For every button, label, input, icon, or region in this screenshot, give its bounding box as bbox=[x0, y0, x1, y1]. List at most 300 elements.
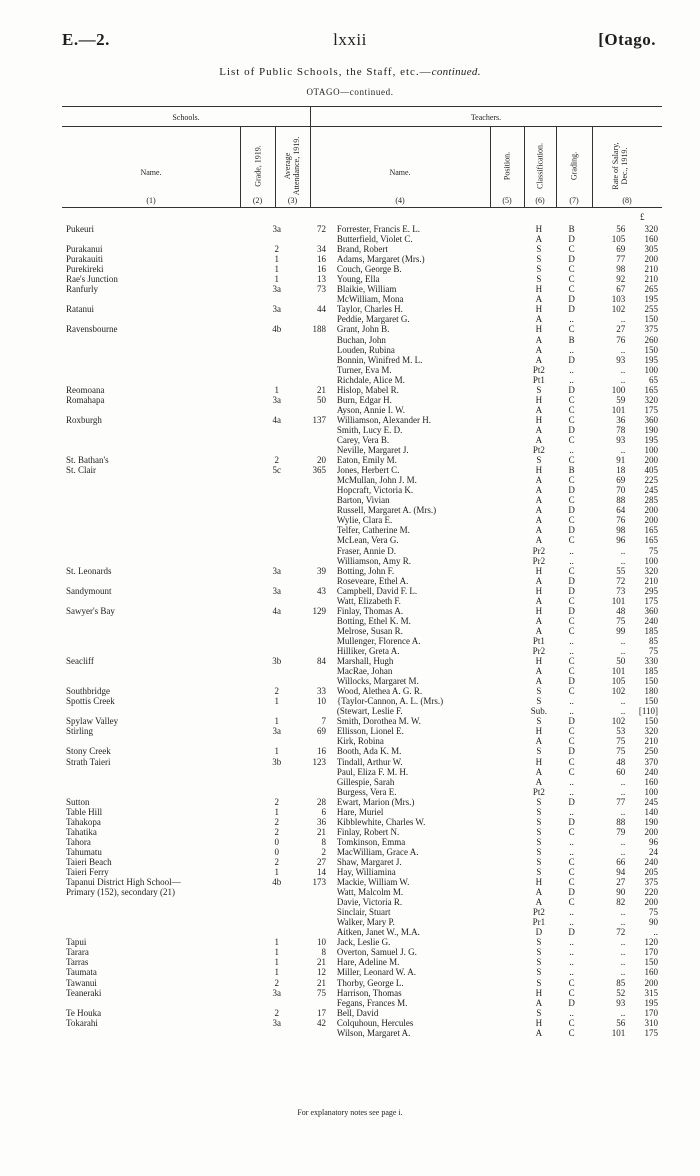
cell-teacher: Davie, Victoria R. bbox=[336, 897, 403, 908]
cell-gap bbox=[326, 817, 337, 827]
cell-grd: 77 bbox=[616, 254, 626, 265]
cell-grd: 88 bbox=[616, 495, 626, 506]
cell-grd: 72 bbox=[616, 927, 626, 938]
cell-att bbox=[295, 596, 326, 606]
table-row bbox=[66, 345, 658, 355]
table-row bbox=[66, 626, 658, 636]
cell-school bbox=[66, 546, 258, 556]
cell-gap bbox=[326, 666, 337, 676]
cell-school: Purekireki bbox=[66, 264, 104, 275]
cell-teacher: Neville, Margaret J. bbox=[336, 445, 409, 456]
cell-sal: 295 bbox=[644, 585, 658, 596]
cell-school bbox=[66, 787, 258, 797]
cell-att bbox=[295, 556, 326, 566]
cell-grd: 94 bbox=[616, 867, 626, 878]
cell-cls: .. bbox=[569, 967, 574, 978]
cell-grade: 3a bbox=[272, 987, 282, 998]
cell-cls: D bbox=[568, 887, 575, 898]
cell-grade: 3a bbox=[272, 284, 282, 295]
cell-school: Sutton bbox=[66, 796, 90, 807]
cell-school: Spylaw Valley bbox=[66, 716, 119, 727]
cell-teacher: Paul, Eliza F. M. H. bbox=[336, 766, 409, 777]
cell-gap bbox=[326, 505, 337, 515]
cell-pos: S bbox=[536, 977, 542, 988]
cell-pos: Pt1 bbox=[532, 635, 545, 646]
cell-school: Tarara bbox=[66, 947, 89, 958]
cell-school: Ranfurly bbox=[66, 284, 98, 295]
cell-school: Rae's Junction bbox=[66, 274, 118, 285]
cell-gap bbox=[326, 264, 337, 274]
cell-grade: 2 bbox=[274, 856, 280, 867]
cell-school bbox=[66, 445, 258, 455]
cell-sal: 185 bbox=[644, 625, 658, 636]
cell-grade: 2 bbox=[274, 1007, 280, 1018]
cell-att: 43 bbox=[316, 585, 326, 596]
table-row bbox=[66, 736, 658, 746]
cell-cls: C bbox=[568, 435, 575, 445]
cell-grade bbox=[258, 777, 295, 787]
cell-sal: 195 bbox=[644, 354, 658, 365]
cell-sal: 200 bbox=[644, 897, 658, 908]
cell-grade bbox=[258, 234, 295, 244]
cell-cls: C bbox=[568, 404, 575, 415]
cell-grade bbox=[258, 907, 295, 917]
cell-gap bbox=[326, 837, 337, 847]
position-header: Position. bbox=[502, 151, 512, 181]
cell-att: 123 bbox=[312, 756, 326, 767]
page-title: List of Public Schools, the Staff, etc.—continued. bbox=[219, 66, 481, 78]
cell-grd: 56 bbox=[616, 1017, 626, 1028]
cell-cls: C bbox=[568, 766, 575, 777]
cell-grd: 85 bbox=[616, 977, 626, 988]
cell-pos: A bbox=[535, 515, 543, 526]
cell-grd: 59 bbox=[616, 394, 626, 405]
cell-sal: 210 bbox=[644, 575, 658, 586]
cell-cls: D bbox=[568, 525, 575, 536]
cell-pos: A bbox=[535, 485, 543, 496]
cell-grd: 75 bbox=[616, 615, 626, 626]
school-name-header: Name. bbox=[140, 168, 162, 177]
cell-grade bbox=[258, 767, 295, 777]
table-row bbox=[66, 284, 658, 294]
cell-gap bbox=[326, 284, 337, 294]
cell-pos: A bbox=[535, 495, 543, 506]
table-row bbox=[66, 445, 658, 455]
cell-att bbox=[295, 636, 326, 646]
cell-teacher: Ewart, Marion (Mrs.) bbox=[336, 796, 415, 807]
cell-gap bbox=[326, 234, 337, 244]
cell-sal: 240 bbox=[644, 856, 658, 867]
title-main: List of Public Schools, the Staff, etc. bbox=[219, 66, 420, 78]
cell-grade: 4a bbox=[272, 605, 282, 616]
cell-gap bbox=[326, 887, 337, 897]
table-row bbox=[66, 375, 658, 385]
cell-sal: 120 bbox=[644, 937, 658, 948]
cell-grade bbox=[258, 445, 295, 455]
cell-sal: 200 bbox=[644, 977, 658, 988]
cell-grade: 1 bbox=[274, 967, 280, 978]
cell-cls: D bbox=[568, 254, 575, 265]
cell-teacher: (Stewart, Leslie F. bbox=[336, 706, 403, 717]
cell-pos: Pr2 bbox=[532, 645, 546, 656]
cell-grd: .. bbox=[620, 786, 626, 797]
cell-teacher: Marshall, Hugh bbox=[336, 656, 394, 667]
cell-school bbox=[66, 646, 258, 656]
cell-att: 44 bbox=[316, 304, 326, 315]
cell-sal: 210 bbox=[644, 264, 658, 275]
cell-school: Southbridge bbox=[66, 686, 110, 697]
cell-school: Tawanui bbox=[66, 977, 97, 988]
cell-gap bbox=[326, 425, 337, 435]
cell-pos: A bbox=[535, 897, 543, 908]
cell-gap bbox=[326, 485, 337, 495]
cell-teacher: Watt, Elizabeth F. bbox=[336, 595, 401, 606]
cell-att: 16 bbox=[316, 264, 326, 275]
table-row bbox=[66, 525, 658, 535]
cell-teacher: Shaw, Margaret J. bbox=[336, 856, 402, 867]
cell-gap bbox=[326, 324, 337, 334]
table-row bbox=[66, 254, 658, 264]
cell-teacher: Kirk, Robina bbox=[336, 736, 384, 747]
table-row bbox=[66, 767, 658, 777]
table-row bbox=[66, 304, 658, 314]
cell-sal: 220 bbox=[644, 887, 658, 898]
cell-gap bbox=[326, 294, 337, 304]
cell-att bbox=[295, 475, 326, 485]
cell-teacher: Butterfield, Violet C. bbox=[336, 234, 413, 245]
cell-att bbox=[295, 777, 326, 787]
cell-school: Sawyer's Bay bbox=[66, 605, 115, 616]
cell-teacher: Taylor, Charles H. bbox=[336, 304, 403, 315]
cell-att bbox=[295, 405, 326, 415]
currency-symbol: £ bbox=[640, 212, 645, 222]
cell-cls: C bbox=[568, 625, 575, 636]
cell-gap bbox=[326, 726, 337, 736]
cell-teacher: Smith, Dorothea M. W. bbox=[336, 716, 421, 727]
cell-sal: 75 bbox=[649, 545, 658, 556]
cell-pos: A bbox=[535, 424, 543, 435]
cell-gap bbox=[326, 596, 337, 606]
cell-pos: Pt2 bbox=[532, 786, 545, 797]
cell-grd: .. bbox=[620, 364, 626, 375]
cell-sal: 150 bbox=[644, 716, 658, 727]
cell-school bbox=[66, 294, 258, 304]
cell-grade: 1 bbox=[274, 716, 280, 727]
cell-school: Strath Taieri bbox=[66, 756, 111, 767]
cell-sal: 360 bbox=[644, 605, 658, 616]
cell-gap bbox=[326, 937, 337, 947]
cell-gap bbox=[326, 877, 337, 887]
cell-grd: 100 bbox=[611, 384, 626, 395]
cell-att bbox=[295, 294, 326, 304]
cell-teacher: Aitken, Janet W., M.A. bbox=[336, 927, 420, 938]
cell-grd: 69 bbox=[616, 244, 626, 255]
cell-grade: 3b bbox=[272, 656, 282, 667]
cell-pos: H bbox=[535, 565, 543, 576]
cell-cls: D bbox=[568, 605, 575, 616]
cell-gap bbox=[326, 676, 337, 686]
cell-grade bbox=[258, 1028, 295, 1038]
cell-school bbox=[66, 365, 258, 375]
cell-gap bbox=[326, 274, 337, 284]
cell-sal: 96 bbox=[649, 836, 658, 847]
table-row bbox=[66, 756, 658, 766]
cell-pos: A bbox=[535, 1027, 543, 1038]
document-code: E.—2. bbox=[62, 30, 110, 49]
cell-sal: 170 bbox=[644, 947, 658, 958]
cell-pos: S bbox=[536, 967, 542, 978]
cell-grd: 79 bbox=[616, 826, 626, 837]
cell-grd: 92 bbox=[616, 274, 626, 285]
cell-teacher: Botting, Ethel K. M. bbox=[336, 615, 411, 626]
cell-teacher: Fraser, Annie D. bbox=[336, 545, 396, 556]
cell-cls: .. bbox=[569, 555, 574, 566]
footnote: For explanatory notes see page i. bbox=[297, 1108, 403, 1117]
cell-pos: H bbox=[535, 987, 543, 998]
cell-teacher: Hay, Williamina bbox=[336, 867, 396, 878]
cell-att: 365 bbox=[312, 465, 326, 476]
cell-school: Purakanui bbox=[66, 244, 103, 255]
cell-teacher: Gillespie, Sarah bbox=[336, 776, 395, 787]
cell-grade bbox=[258, 897, 295, 907]
cell-school: Tahakopa bbox=[66, 816, 101, 827]
cell-cls: B bbox=[568, 465, 575, 476]
cell-gap bbox=[326, 405, 337, 415]
cell-att: 84 bbox=[316, 656, 326, 667]
cell-teacher: Melrose, Susan R. bbox=[336, 625, 403, 636]
cell-teacher: Hislop, Mabel R. bbox=[336, 384, 399, 395]
cell-cls: C bbox=[568, 856, 575, 867]
cell-teacher: Jones, Herbert C. bbox=[336, 465, 400, 476]
cell-cls: .. bbox=[569, 957, 574, 968]
cell-grade: 1 bbox=[274, 947, 280, 958]
cell-grd: 70 bbox=[616, 485, 626, 496]
cell-school: Ravensbourne bbox=[66, 324, 118, 335]
cell-cls: C bbox=[568, 726, 575, 737]
cell-att: 14 bbox=[316, 867, 326, 878]
col-number-7: (7) bbox=[569, 196, 579, 205]
cell-att: 21 bbox=[316, 384, 326, 395]
cell-grd: 103 bbox=[611, 294, 626, 305]
cell-att: 27 bbox=[316, 856, 326, 867]
cell-grd: 27 bbox=[616, 877, 626, 888]
cell-pos: H bbox=[535, 756, 543, 767]
cell-teacher: McMullan, John J. M. bbox=[336, 475, 417, 486]
cell-grd: 75 bbox=[616, 746, 626, 757]
cell-cls: D bbox=[568, 585, 575, 596]
cell-sal: 210 bbox=[644, 736, 658, 747]
table-row bbox=[66, 706, 658, 716]
cell-grd: 53 bbox=[616, 726, 626, 737]
cell-grade bbox=[258, 917, 295, 927]
cell-grade bbox=[258, 294, 295, 304]
cell-att bbox=[295, 676, 326, 686]
cell-pos: S bbox=[536, 455, 542, 466]
cell-gap bbox=[326, 355, 337, 365]
cell-cls: D bbox=[568, 997, 575, 1008]
cell-grd: 101 bbox=[611, 404, 626, 415]
cell-teacher: Booth, Ada K. M. bbox=[336, 746, 402, 757]
cell-sal: 250 bbox=[644, 746, 658, 757]
cell-school: Teaneraki bbox=[66, 987, 102, 998]
table-row bbox=[66, 837, 658, 847]
table-row bbox=[66, 817, 658, 827]
cell-grd: 73 bbox=[616, 585, 626, 596]
cell-grd: 96 bbox=[616, 535, 626, 546]
cell-cls: C bbox=[568, 867, 575, 878]
table-row bbox=[66, 867, 658, 877]
cell-pos: A bbox=[535, 294, 543, 305]
cell-school bbox=[66, 736, 258, 746]
head-rule bbox=[62, 207, 662, 208]
cell-att bbox=[295, 907, 326, 917]
cell-grade bbox=[258, 927, 295, 937]
cell-grade bbox=[258, 365, 295, 375]
cell-pos: S bbox=[536, 796, 542, 807]
cell-grade: 5c bbox=[272, 465, 282, 476]
cell-cls: .. bbox=[569, 645, 574, 656]
cell-grd: .. bbox=[620, 907, 626, 918]
cell-grade: 1 bbox=[274, 867, 280, 878]
table-row bbox=[66, 686, 658, 696]
cell-teacher: Ayson, Annie I. W. bbox=[336, 404, 406, 415]
cell-school: Taieri Beach bbox=[66, 856, 112, 867]
table-row bbox=[66, 505, 658, 515]
cell-grd: 72 bbox=[616, 575, 626, 586]
cell-att bbox=[295, 425, 326, 435]
cell-school: Tahora bbox=[66, 836, 91, 847]
cell-teacher: Overton, Samuel J. G. bbox=[336, 947, 417, 958]
table-row bbox=[66, 405, 658, 415]
cell-teacher: Roseveare, Ethel A. bbox=[336, 575, 409, 586]
cell-pos: H bbox=[535, 414, 543, 425]
cell-teacher: Campbell, David F. L. bbox=[336, 585, 418, 596]
cell-pos: S bbox=[536, 856, 542, 867]
cell-sal: 320 bbox=[644, 565, 658, 576]
cell-pos: S bbox=[536, 846, 542, 857]
cell-att bbox=[295, 525, 326, 535]
cell-cls: .. bbox=[569, 937, 574, 948]
cell-grd: 77 bbox=[616, 796, 626, 807]
cell-cls: D bbox=[568, 304, 575, 315]
cell-grade: 1 bbox=[274, 806, 280, 817]
cell-sal: 165 bbox=[644, 525, 658, 536]
cell-grd: 60 bbox=[616, 766, 626, 777]
cell-grade bbox=[258, 485, 295, 495]
cell-gap bbox=[326, 787, 337, 797]
cell-pos: Pt2 bbox=[532, 445, 545, 456]
cell-cls: D bbox=[568, 294, 575, 305]
table-row bbox=[66, 877, 658, 887]
cell-att bbox=[295, 706, 326, 716]
cell-pos: A bbox=[535, 615, 543, 626]
cell-att: 6 bbox=[321, 806, 326, 817]
cell-cls: .. bbox=[569, 545, 574, 556]
cell-school bbox=[66, 927, 258, 937]
cell-teacher: Watt, Malcolm M. bbox=[336, 887, 404, 898]
cell-school: Taumata bbox=[66, 967, 97, 978]
cell-teacher: Telfer, Catherine M. bbox=[336, 525, 410, 536]
cell-grade: 0 bbox=[274, 836, 280, 847]
cell-att: 21 bbox=[316, 977, 326, 988]
cell-att bbox=[295, 485, 326, 495]
cell-cls: D bbox=[568, 485, 575, 496]
cell-cls: .. bbox=[569, 706, 574, 717]
cell-grade: 1 bbox=[274, 264, 280, 275]
cell-school: St. Bathan's bbox=[66, 455, 109, 466]
cell-grd: 78 bbox=[616, 424, 626, 435]
cell-sal: 150 bbox=[644, 676, 658, 687]
cell-grade: 3a bbox=[272, 394, 282, 405]
cell-gap bbox=[326, 716, 337, 726]
cell-sal: 360 bbox=[644, 414, 658, 425]
cell-gap bbox=[326, 957, 337, 967]
cell-sal: 265 bbox=[644, 284, 658, 295]
cell-pos: H bbox=[535, 224, 543, 235]
cell-school: Stirling bbox=[66, 726, 94, 737]
cell-pos: A bbox=[535, 575, 543, 586]
cell-school bbox=[66, 405, 258, 415]
cell-teacher: Smith, Lucy E. D. bbox=[336, 424, 403, 435]
cell-gap bbox=[326, 978, 337, 988]
cell-att: 10 bbox=[316, 696, 326, 707]
cell-grade bbox=[258, 576, 295, 586]
cell-grade: 2 bbox=[274, 977, 280, 988]
cell-gap bbox=[326, 515, 337, 525]
cell-grade bbox=[258, 425, 295, 435]
cell-pos: A bbox=[535, 475, 543, 486]
cell-sal: 90 bbox=[649, 917, 658, 928]
cell-sal: 195 bbox=[644, 435, 658, 445]
cell-sal: 160 bbox=[644, 234, 658, 245]
cell-school bbox=[66, 556, 258, 566]
cell-grd: 69 bbox=[616, 475, 626, 486]
table-row bbox=[66, 897, 658, 907]
cell-gap bbox=[326, 988, 337, 998]
cell-grade: 3a bbox=[272, 1017, 282, 1028]
cell-grd: 102 bbox=[611, 304, 626, 315]
table-row bbox=[66, 335, 658, 345]
cell-sal: 330 bbox=[644, 656, 658, 667]
cell-school: St. Leonards bbox=[66, 565, 112, 576]
table-row bbox=[66, 716, 658, 726]
cell-sal: 150 bbox=[644, 696, 658, 707]
table-row bbox=[66, 616, 658, 626]
cell-cls: C bbox=[568, 515, 575, 526]
cell-grade bbox=[258, 706, 295, 716]
cell-school bbox=[66, 998, 258, 1008]
cell-pos: A bbox=[535, 354, 543, 365]
col-number-6: (6) bbox=[535, 196, 545, 205]
cell-grd: 102 bbox=[611, 716, 626, 727]
table-row bbox=[66, 967, 658, 977]
cell-pos: S bbox=[536, 244, 542, 255]
cell-att bbox=[295, 897, 326, 907]
cell-gap bbox=[326, 696, 337, 706]
cell-school: Tokarahi bbox=[66, 1017, 98, 1028]
cell-sal: 200 bbox=[644, 455, 658, 466]
cell-att: 8 bbox=[321, 836, 326, 847]
col-number-1: (1) bbox=[146, 196, 156, 205]
cell-cls: .. bbox=[569, 947, 574, 958]
cell-pos: H bbox=[535, 324, 543, 335]
cell-pos: S bbox=[536, 867, 542, 878]
table-row bbox=[66, 365, 658, 375]
cell-grd: .. bbox=[620, 445, 626, 456]
cell-cls: .. bbox=[569, 364, 574, 375]
cell-grd: 82 bbox=[616, 897, 626, 908]
cell-cls: D bbox=[568, 927, 575, 938]
